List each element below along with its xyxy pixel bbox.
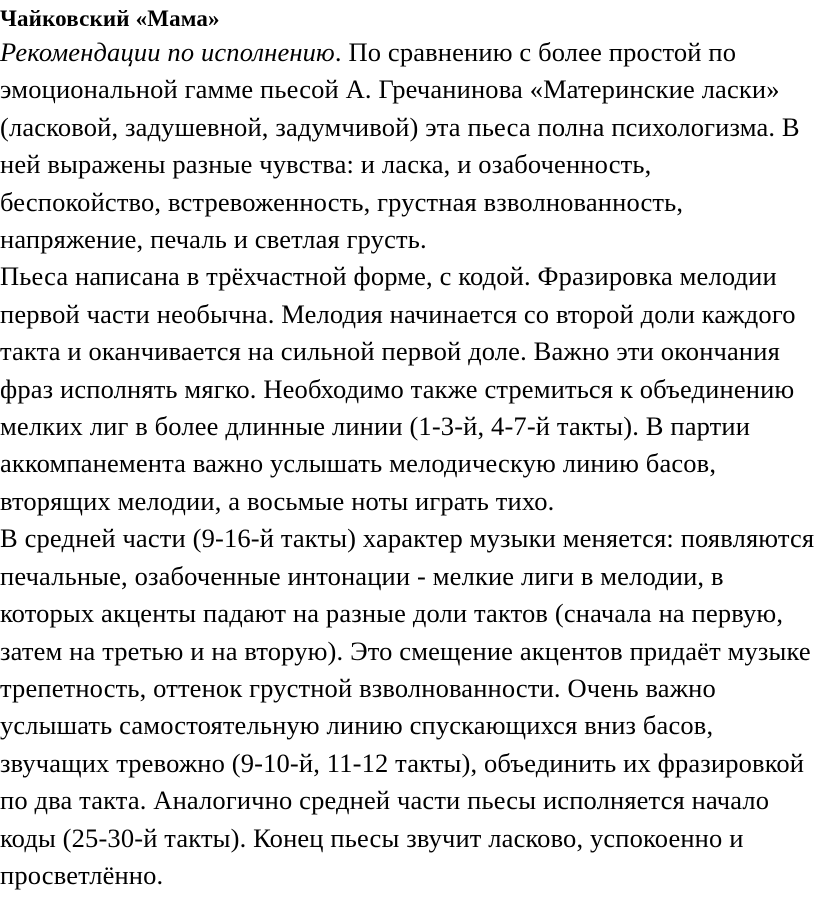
document-title: Чайковский «Мама» bbox=[0, 6, 220, 31]
paragraph-intro-text: . По сравнению с более простой по эмоциональной гамме пьесой А. Гречанинова «Материнские ласки» (ласковой, задушевной, задумчивой) эта пьеса полна психологизма. В ней выражены разные чувства: и ласка, и озабоченность, беспокойство, встревоженность, грустная взволнованность, напряжение, печаль и светлая грусть. bbox=[0, 37, 800, 255]
recommendations-lead: Рекомендации по исполнению bbox=[0, 37, 335, 67]
paragraph-form: Пьеса написана в трёхчастной форме, с кодой. Фразировка мелодии первой части необычна. Мелодия начинается со второй доли каждого такта и оканчивается на сильной первой доле. Важно эти окончания фраз исполнять мягко. Необходимо также стремиться к объединению мелких лиг в более длинные линии (1-3-й, 4-7-й такты). В партии аккомпанемента важно услышать мелодическую линию басов, вторящих мелодии, а восьмые ноты играть тихо. bbox=[0, 261, 796, 516]
paragraph-intro bbox=[0, 34, 816, 258]
paragraph-middle-section: В средней части (9-16-й такты) характер музыки меняется: появляются печальные, озабоченные интонации - мелкие лиги в мелодии, в которых акценты падают на разные доли тактов (сначала на первую, затем на третью и на вторую). Это смещение акцентов придаёт музыке трепетность, оттенок грустной взволнованности. Очень важно услышать самостоятельную линию спускающихся вниз басов, звучащих тревожно (9-10-й, 11-12 такты), объединить их фразировкой по два такта. Аналогично средней части пьесы исполняется начало коды (25-30-й такты). Конец пьесы звучит ласково, успокоенно и просветлённо. bbox=[0, 523, 815, 890]
